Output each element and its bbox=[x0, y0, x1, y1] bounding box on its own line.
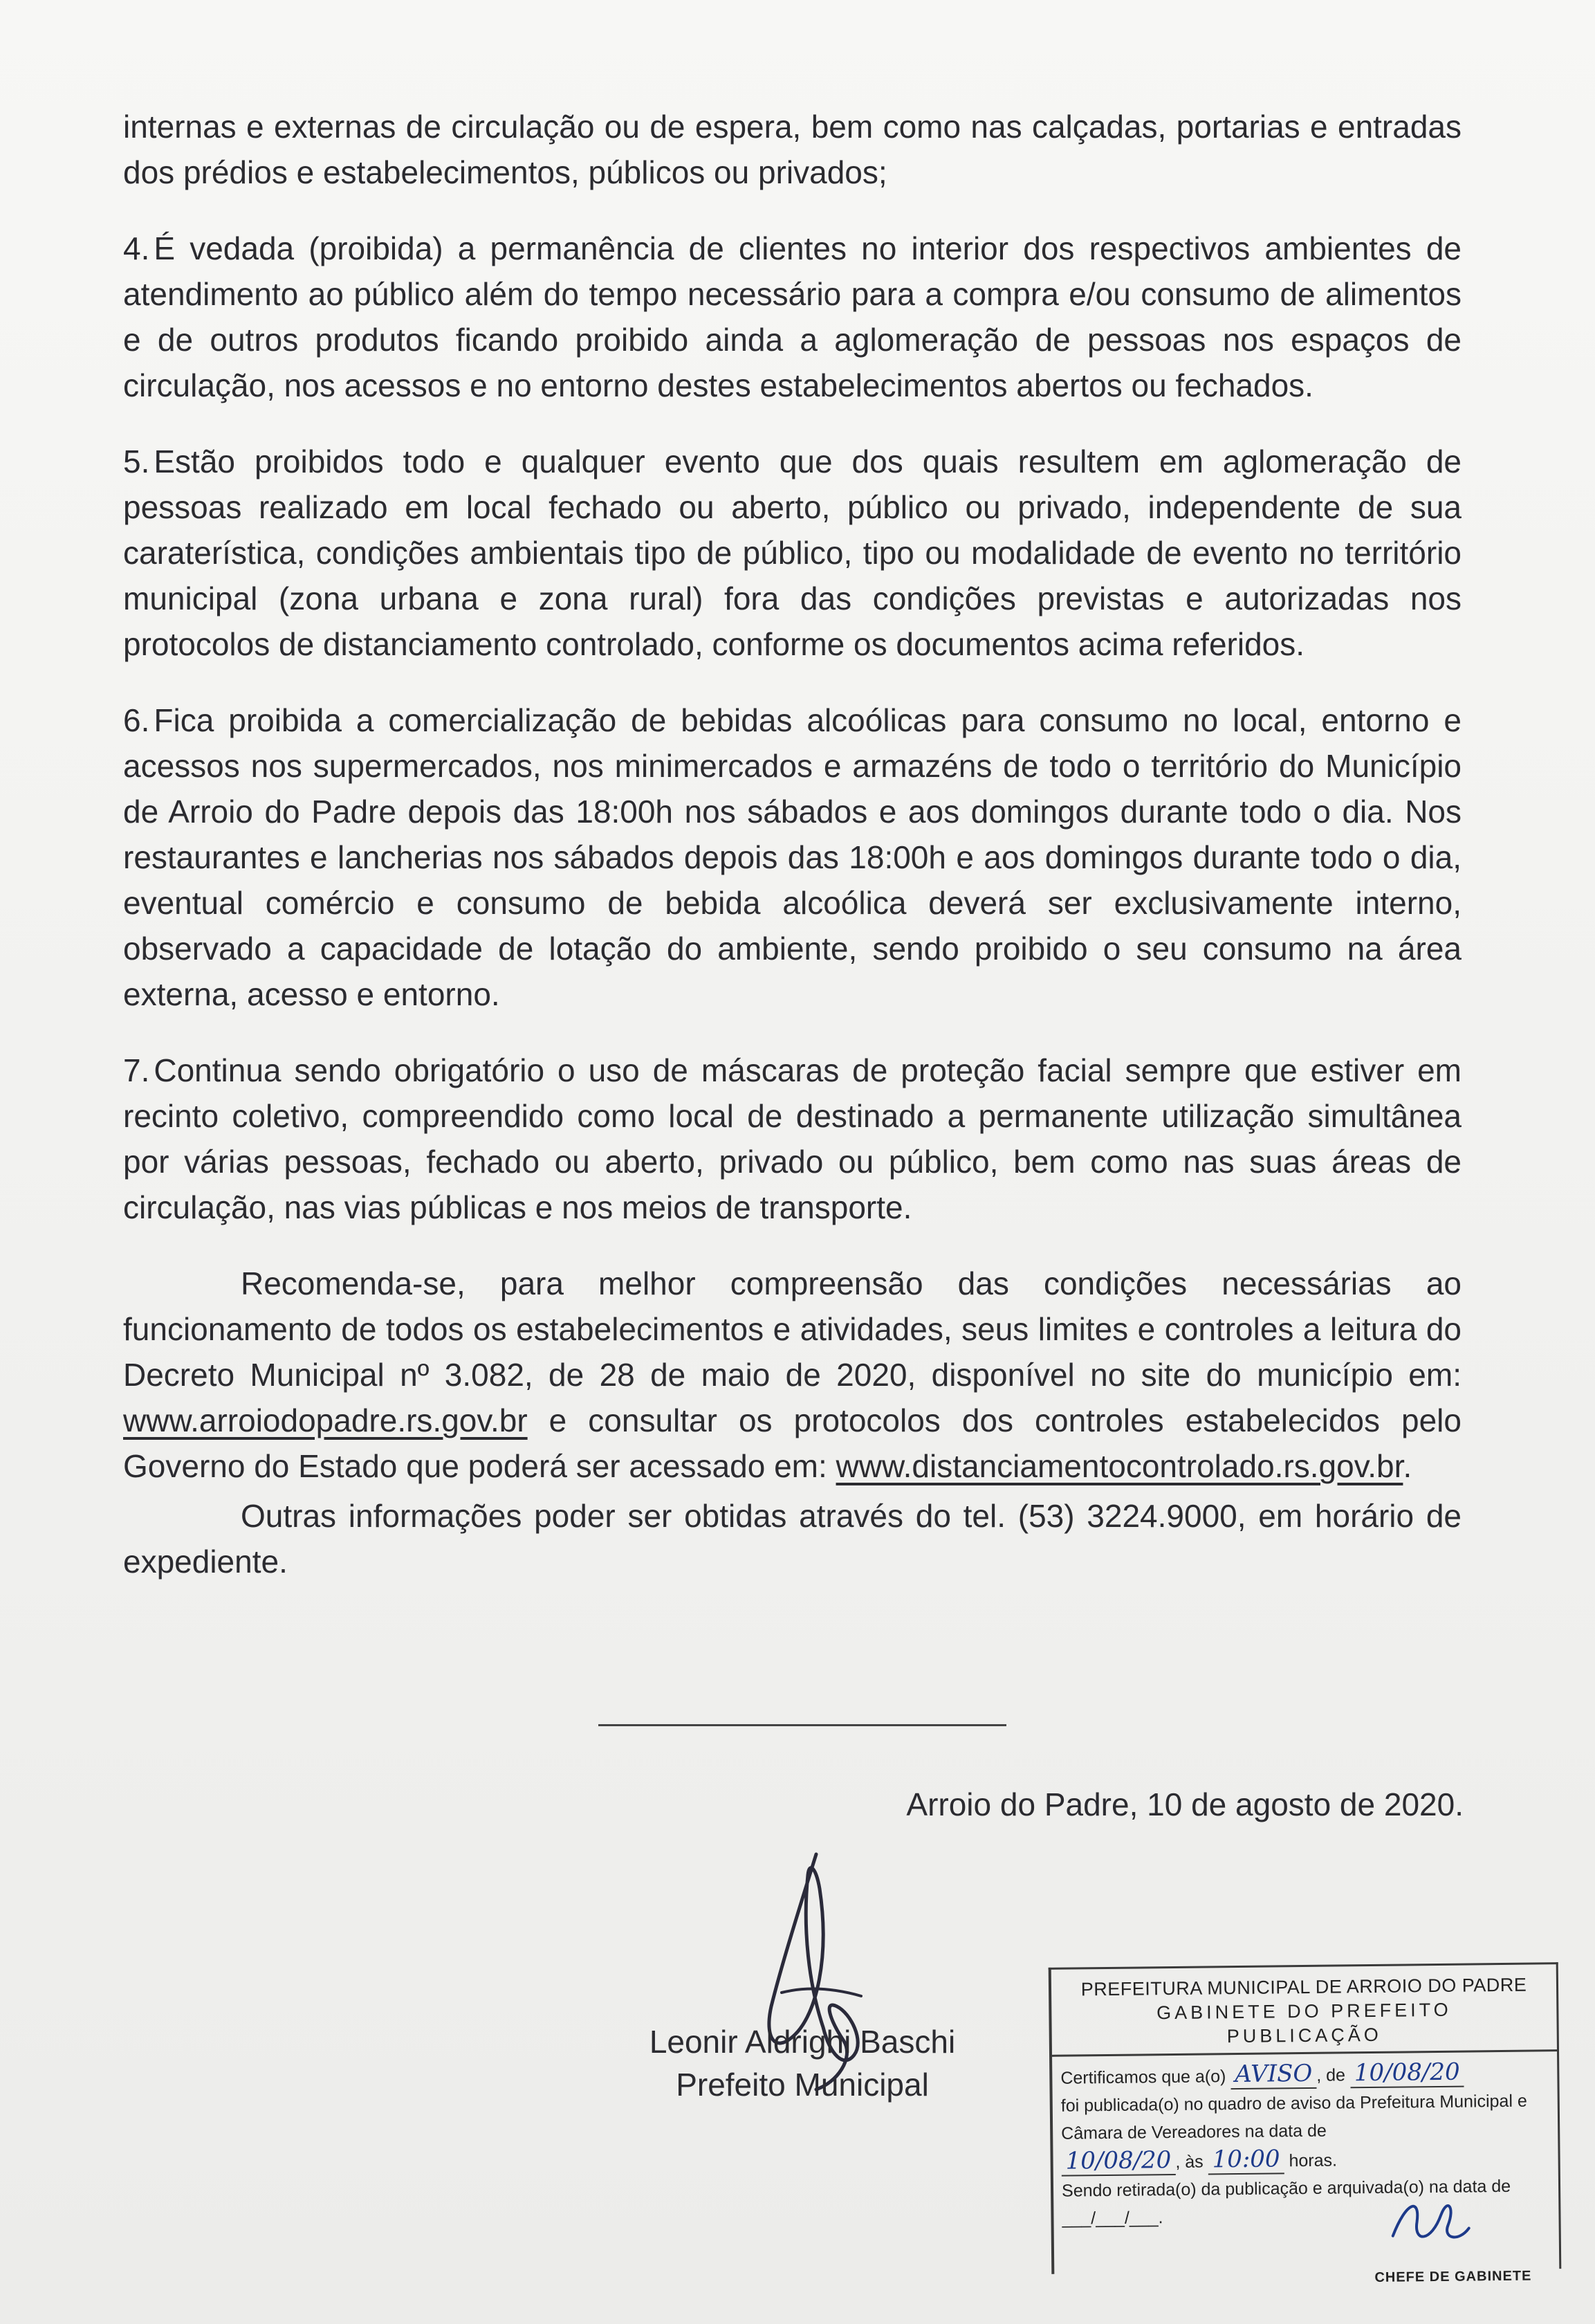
paragraph-continuation: internas e externas de circulação ou de espera, bem como nas calçadas, portarias e entradas dos prédios e estabelecimentos, públicos ou privados; bbox=[123, 109, 1462, 190]
stamp-text: , às bbox=[1175, 2152, 1204, 2172]
stamp-header bbox=[1051, 1964, 1557, 2057]
signer-name: Leonir Aldrighi Baschi bbox=[649, 2024, 956, 2060]
paragraph-item-7 bbox=[123, 1047, 1462, 1230]
recommendation-text: Recomenda-se, para melhor compreensão das condições necessárias ao funcionamento de todos os estabelecimentos e atividades, seus limites e controles a leitura do Decreto Municipal nº 3.082, de 28 de maio de 2020, disponível no site do município em: bbox=[123, 1265, 1462, 1393]
paragraph-item-5 bbox=[123, 439, 1462, 667]
handwritten-time: 10:00 bbox=[1208, 2145, 1284, 2175]
stamp-signature bbox=[1379, 2193, 1476, 2249]
paragraph-recommendation bbox=[123, 1261, 1462, 1489]
document-date: Arroio do Padre, 10 de agosto de 2020. bbox=[906, 1786, 1464, 1822]
body-text bbox=[123, 104, 1462, 1584]
stamp-body bbox=[1052, 2051, 1559, 2233]
signer-block bbox=[567, 2020, 1038, 2106]
stamp-line-1: PREFEITURA MUNICIPAL DE ARROIO DO PADRE bbox=[1080, 1974, 1527, 2000]
link-distanciamento[interactable]: www.distanciamentocontrolado.rs.gov.br bbox=[836, 1448, 1403, 1484]
item-number: 5. bbox=[123, 443, 150, 479]
item-text: Estão proibidos todo e qualquer evento que dos quais resultem em aglomeração de pessoas realizado em local fechado ou aberto, público ou privado, independente de sua caraterística, condições ambientais tipo de público, tipo ou modalidade de evento no território municipal (zona urbana e zona rural) fora das condições previstas e autorizadas nos protocolos de distanciamento controlado, conforme os documentos acima referidos. bbox=[123, 443, 1462, 662]
recommendation-text: e consultar os protocolos dos controles estabelecidos pelo Governo do Estado que poderá ser acessado em: bbox=[123, 1402, 1462, 1484]
item-number: 6. bbox=[123, 702, 150, 738]
stamp-text: , de bbox=[1316, 2065, 1346, 2085]
paragraph-item-4 bbox=[123, 226, 1462, 408]
recommendation-text: . bbox=[1403, 1448, 1412, 1484]
stamp-text: Certificamos que a(o) bbox=[1060, 2067, 1226, 2088]
stamp-cert-text: foi publicada(o) no quadro de aviso da Prefeitura Municipal e Câmara de Vereadores na data de bbox=[1060, 2091, 1527, 2143]
paragraph-item-6 bbox=[123, 697, 1462, 1017]
stamp-cert-text: Sendo retirada(o) da publicação e arquivada(o) na data de ___/___/___. bbox=[1061, 2176, 1511, 2229]
item-text: É vedada (proibida) a permanência de clientes no interior dos respectivos ambientes de atendimento ao público além do tempo necessário para a compra e/ou consumo de alimentos e de outros produtos ficando proibido ainda a aglomeração de pessoas nos espaços de circulação, nos acessos e no entorno destes estabelecimentos abertos ou fechados. bbox=[123, 230, 1462, 403]
stamp-footer: CHEFE DE GABINETE bbox=[1374, 2268, 1532, 2285]
stamp-text: horas. bbox=[1289, 2150, 1338, 2171]
signer-title: Prefeito Municipal bbox=[676, 2067, 929, 2103]
stamp-line-2: GABINETE DO PREFEITO bbox=[1156, 1999, 1452, 2024]
item-number: 7. bbox=[123, 1052, 150, 1088]
paragraph-info: Outras informações poder ser obtidas através do tel. (53) 3224.9000, em horário de expediente. bbox=[123, 1498, 1462, 1580]
item-text: Fica proibida a comercialização de bebidas alcoólicas para consumo no local, entorno e acessos nos supermercados, nos minimercados e armazéns de todo o território do Município de Arroio do Padre depois das 18:00h nos sábados e aos domingos durante todo o dia. Nos restaurantes e lancherias nos sábados depois das 18:00h e aos domingos durante todo o dia, eventual comércio e consumo de bebida alcoólica deverá ser exclusivamente interno, observado a capacidade de lotação do ambiente, sendo proibido o seu consumo na área externa, acesso e entorno. bbox=[123, 702, 1462, 1012]
link-arroiodopadre[interactable]: www.arroiodopadre.rs.gov.br bbox=[123, 1402, 528, 1438]
publication-stamp bbox=[1049, 1962, 1562, 2285]
handwritten-document-type: AVISO bbox=[1230, 2060, 1316, 2089]
handwritten-date-2: 10/08/20 bbox=[1061, 2146, 1175, 2177]
handwritten-date-1: 10/08/20 bbox=[1350, 2058, 1464, 2089]
stamp-cert-line bbox=[1061, 2142, 1551, 2177]
item-number: 4. bbox=[123, 230, 150, 266]
stamp-line-3: PUBLICAÇÃO bbox=[1226, 2024, 1382, 2047]
item-text: Continua sendo obrigatório o uso de máscaras de proteção facial sempre que estiver em recinto coletivo, compreendido como local de destinado a permanente utilização simultânea por várias pessoas, fechado ou aberto, privado ou público, bem como nas suas áreas de circulação, nas vias públicas e nos meios de transporte. bbox=[123, 1052, 1462, 1225]
stamp-cert-line bbox=[1060, 2057, 1550, 2092]
signature-line bbox=[598, 1724, 1006, 1726]
